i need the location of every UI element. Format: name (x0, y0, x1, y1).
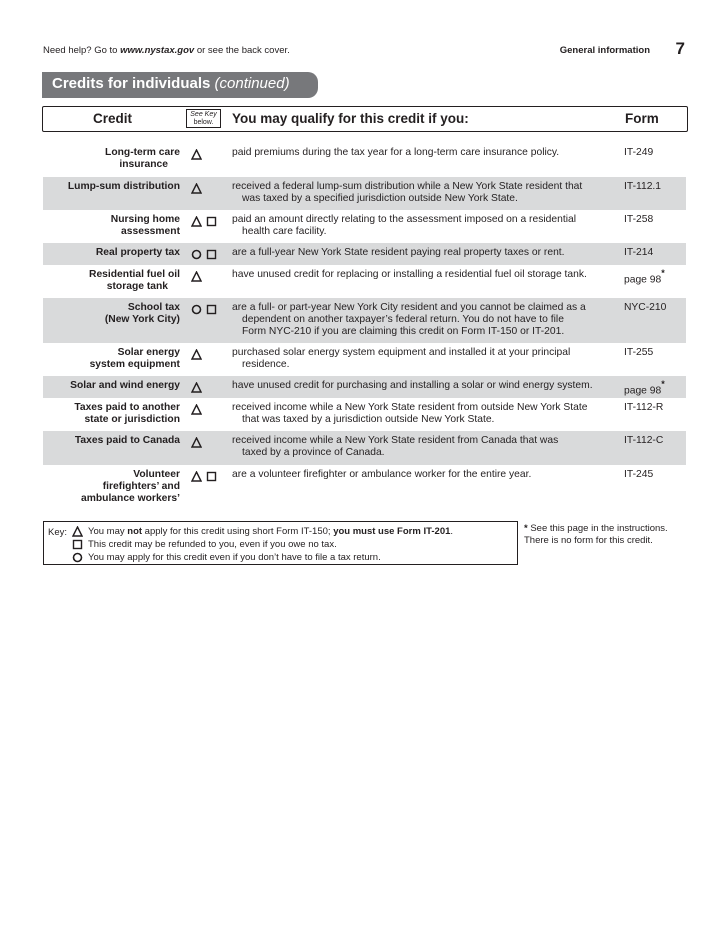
qualification-text: are a volunteer firefighter or ambulance worker for the entire year. (232, 469, 532, 480)
triangle-icon (191, 347, 202, 365)
form-column-header: Form (625, 111, 659, 126)
credit-name: Real property tax (95, 247, 180, 258)
key-symbols (191, 247, 221, 259)
form-id: IT-112-R (624, 402, 664, 413)
page-number: 7 (675, 39, 685, 58)
credit-name: School tax (New York City) (104, 302, 180, 325)
credit-name: Solar energy system equipment (89, 347, 180, 370)
footnote: * See this page in the instructions. There is no form for this credit. (524, 523, 668, 546)
table-row (43, 143, 686, 177)
table-row (43, 243, 686, 265)
square-icon (206, 302, 217, 320)
key-label: Key: (48, 527, 68, 538)
banner-continued: (continued) (214, 75, 290, 92)
form-id: NYC-210 (624, 302, 667, 313)
qualification-text: purchased solar energy system equipment and installed it at your principal residence. (232, 347, 571, 370)
qualification-text: received income while a New York State resident from outside New York State that was taxed by a jurisdiction outside New York State. (232, 402, 588, 425)
credit-name: Solar and wind energy (70, 380, 180, 391)
key-symbols (191, 269, 206, 281)
key-symbols (191, 214, 221, 226)
circle-icon (191, 247, 202, 265)
square-icon (206, 469, 217, 487)
key-symbols (191, 402, 206, 414)
key-symbols (191, 181, 206, 193)
credit-name: Residential fuel oil storage tank (89, 269, 180, 292)
page-header (43, 38, 688, 62)
triangle-icon (191, 380, 202, 398)
key-symbols (191, 469, 221, 481)
form-id: IT-255 (624, 347, 654, 358)
key-symbols (191, 435, 206, 447)
qualification-text: have unused credit for purchasing and installing a solar or wind energy system. (232, 380, 593, 391)
form-id: IT-112-C (624, 435, 664, 446)
form-id: IT-258 (624, 214, 654, 225)
key-symbols (191, 302, 221, 314)
qualification-text: paid premiums during the tax year for a long-term care insurance policy. (232, 147, 560, 158)
triangle-icon (191, 402, 202, 420)
symbol-key (43, 521, 518, 565)
triangle-icon (191, 214, 202, 232)
table-row (43, 210, 686, 243)
table-row (43, 376, 686, 398)
credit-name: Taxes paid to Canada (74, 435, 180, 446)
see-key-box: See Key below. (186, 109, 221, 128)
triangle-icon (191, 147, 202, 165)
table-row (43, 343, 686, 376)
key-symbols (191, 347, 206, 359)
section-banner (42, 72, 318, 98)
form-id: IT-112.1 (624, 181, 662, 192)
qualification-text: are a full- or part-year New York City resident and you cannot be claimed as a dependent on another taxpayer’s federal return. You do not have to file Form NYC-210 if you are claiming this credit on Form IT-150 or IT-201. (232, 302, 586, 337)
table-row (43, 298, 686, 343)
footnote-star: * (661, 268, 665, 278)
square-icon (72, 539, 83, 553)
credit-name: Taxes paid to another state or jurisdiction (74, 402, 180, 425)
credit-name: Lump-sum distribution (67, 181, 180, 192)
key-symbols (191, 147, 206, 159)
qualification-text: received a federal lump-sum distribution while a New York State resident that was taxed by a specified jurisdiction outside New York State. (232, 181, 583, 204)
table-row (43, 398, 686, 431)
help-text: Need help? Go to www.nystax.gov or see the back cover. (43, 45, 290, 56)
table-header (42, 106, 688, 132)
qualification-text: are a full-year New York State resident paying real property taxes or rent. (232, 247, 565, 258)
form-id: IT-245 (624, 469, 654, 480)
circle-icon (191, 302, 202, 320)
form-id: IT-214 (624, 247, 654, 258)
qualification-text: paid an amount directly relating to the assessment imposed on a residential health care facility. (232, 214, 576, 237)
triangle-icon (191, 181, 202, 199)
section-title: General information (559, 45, 650, 56)
key-line-triangle: You may not apply for this credit using short Form IT-150; you must use Form IT-201. (72, 526, 453, 540)
circle-icon (72, 552, 83, 566)
table-row (43, 177, 686, 210)
banner-title: Credits for individuals (52, 75, 211, 92)
triangle-icon (191, 269, 202, 287)
qualify-column-header: You may qualify for this credit if you: (232, 111, 469, 126)
square-icon (206, 247, 217, 265)
table-row (43, 265, 686, 298)
footnote-star: * (661, 379, 665, 389)
credit-column-header: Credit (93, 111, 133, 126)
triangle-icon (191, 435, 202, 453)
form-id: page 98* (624, 268, 665, 286)
form-id: page 98* (624, 379, 665, 397)
table-row (43, 465, 686, 510)
key-symbols (191, 380, 206, 392)
form-id: IT-249 (624, 147, 654, 158)
help-link[interactable]: www.nystax.gov (120, 45, 195, 56)
triangle-icon (191, 469, 202, 487)
key-line-square: This credit may be refunded to you, even if you owe no tax. (72, 539, 337, 553)
credit-name: Nursing home assessment (110, 214, 180, 237)
qualification-text: received income while a New York State resident from Canada that was taxed by a province of Canada. (232, 435, 559, 458)
key-line-circle: You may apply for this credit even if you don’t have to file a tax return. (72, 552, 381, 566)
qualification-text: have unused credit for replacing or installing a residential fuel oil storage tank. (232, 269, 587, 280)
triangle-icon (72, 526, 83, 540)
table-row (43, 431, 686, 465)
square-icon (206, 214, 217, 232)
credit-name: Volunteer firefighters’ and ambulance workers’ (80, 469, 180, 504)
credit-name: Long-term care insurance (105, 147, 180, 170)
